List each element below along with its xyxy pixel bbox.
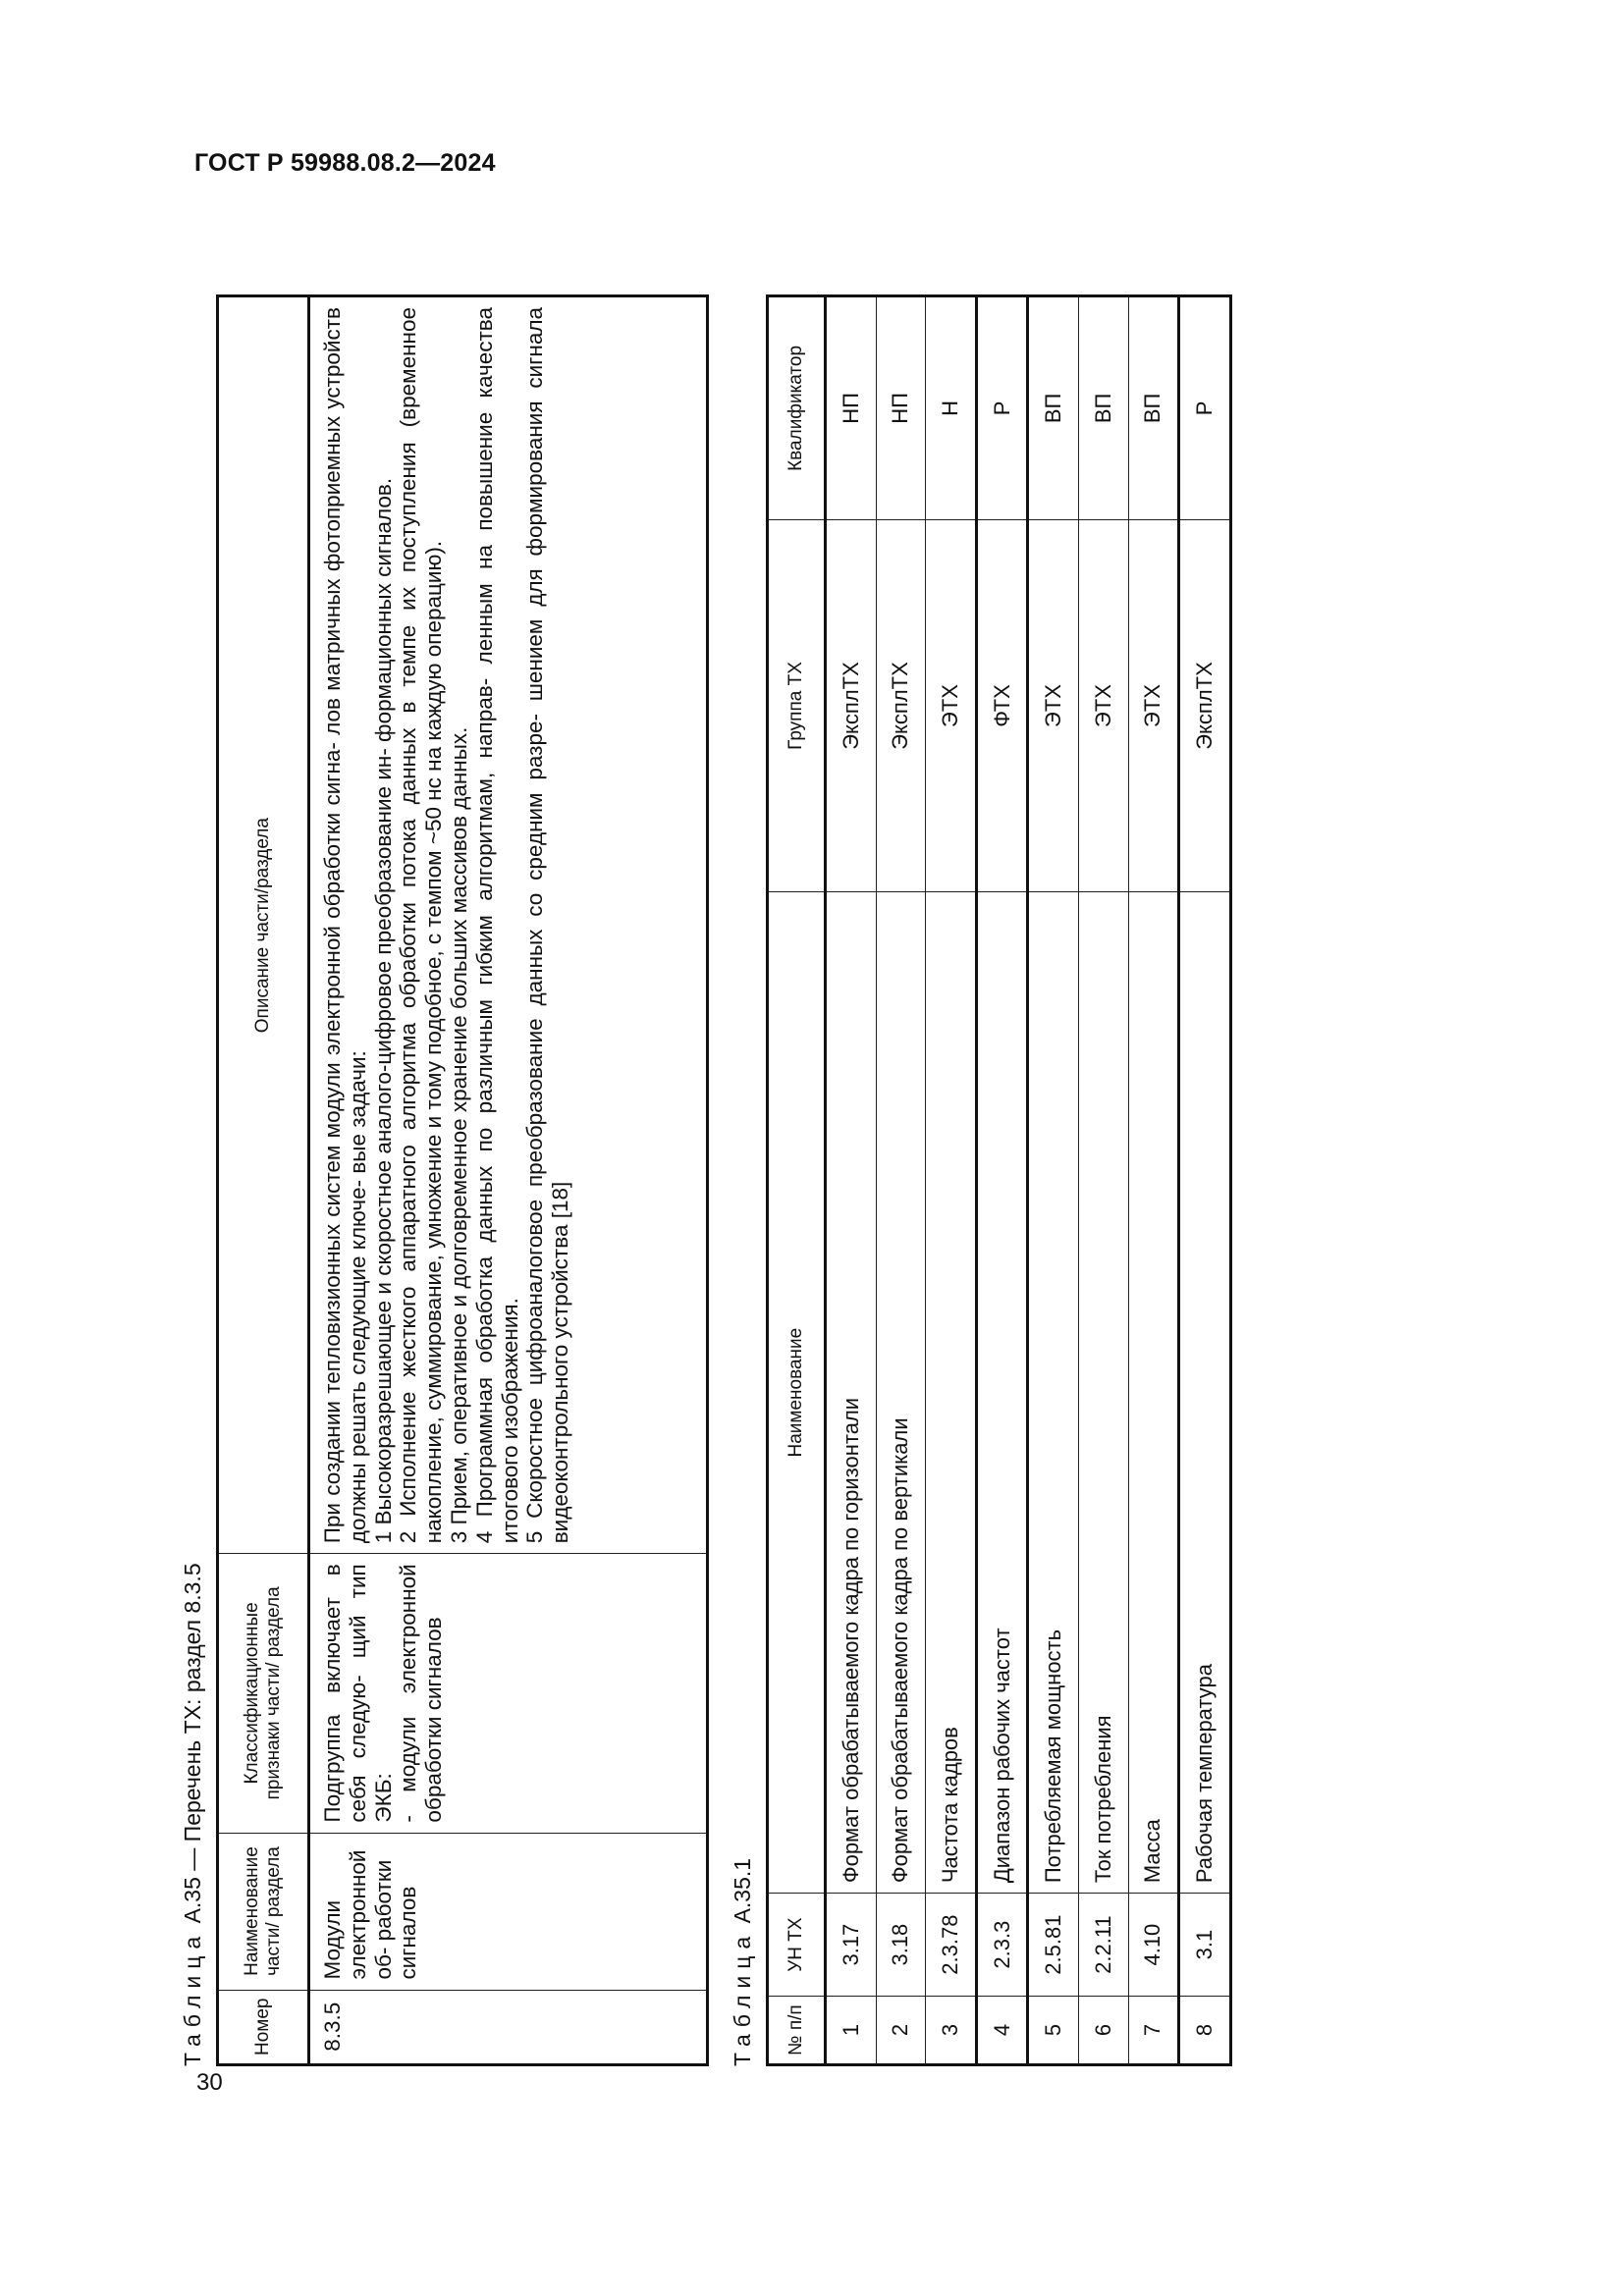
row-index: 2 [876, 1997, 926, 2065]
table-row [976, 296, 1028, 2065]
row-code: 2.3.78 [926, 1894, 977, 1997]
row-code: 2.3.3 [976, 1894, 1028, 1997]
row-title: Масса [1128, 892, 1179, 1894]
row-group: ЭТХ [1078, 519, 1128, 891]
table-a351-caption-text: А.35.1 [730, 1857, 755, 1930]
classification-item: - модули электронной обработки сигналов [396, 1564, 447, 1823]
row-index: 8 [1179, 1997, 1231, 2065]
row-qualifier: НП [826, 296, 877, 520]
table-row [1179, 296, 1231, 2065]
row-index: 7 [1128, 1997, 1179, 2065]
row-title: Формат обрабатываемого кадра по горизонтали [826, 892, 877, 1894]
row-title: Ток потребления [1078, 892, 1128, 1894]
row-qualifier: ВП [1028, 296, 1079, 520]
row-title: Диапазон рабочих частот [976, 892, 1028, 1894]
column-header-index: № п/п [768, 1997, 826, 2065]
table-a35 [216, 294, 709, 2066]
table-a35-header-row [218, 296, 309, 2065]
table-row [926, 296, 977, 2065]
column-header-qualifier: Квалификатор [768, 296, 826, 520]
row-code: 3.17 [826, 1894, 877, 1997]
description-paragraph: 5 Скоростное цифроаналоговое преобразование данных со средним разре- шением для формирования сигнала видеоконтрольного устройства [18] [522, 307, 573, 1544]
section-number: 8.3.5 [309, 1990, 708, 2064]
table-row [1128, 296, 1179, 2065]
table-row [876, 296, 926, 2065]
column-header-classification: Классификационные признаки части/ раздела [218, 1554, 309, 1833]
row-group: ЭТХ [1028, 519, 1079, 891]
row-index: 1 [826, 1997, 877, 2065]
table-row [826, 296, 877, 2065]
section-name: Модули электронной об- работки сигналов [309, 1833, 708, 1990]
row-title: Рабочая температура [1179, 892, 1231, 1894]
description-paragraph: 2 Исполнение жесткого аппаратного алгоритма обработки потока данных в темпе их поступления (временное накопление, суммирование, умножение и тому подобное, с темпом ~50 нс на каждую операцию). [396, 307, 447, 1544]
table-a351 [766, 294, 1232, 2066]
row-code: 3.1 [1179, 1894, 1231, 1997]
row-group: ЭксплТХ [876, 519, 926, 891]
section-classification [309, 1554, 708, 1833]
page-number: 30 [196, 2069, 223, 2096]
description-paragraph: 3 Прием, оперативное и долговременное хранение больших массивов данных. [446, 726, 471, 1544]
description-paragraph: При создании тепловизионных систем модули электронной обработки сигна- лов матричных фотоприемных устройств должны решать следующие ключе- вые задачи: [320, 307, 370, 1544]
row-code: 3.18 [876, 1894, 926, 1997]
document-header: ГОСТ Р 59988.08.2—2024 [194, 149, 496, 177]
row-index: 4 [976, 1997, 1028, 2065]
column-header-number: Номер [218, 1990, 309, 2064]
row-qualifier: ВП [1078, 296, 1128, 520]
row-code: 4.10 [1128, 1894, 1179, 1997]
row-index: 5 [1028, 1997, 1079, 2065]
row-title: Формат обрабатываемого кадра по вертикали [876, 892, 926, 1894]
row-code: 2.5.81 [1028, 1894, 1079, 1997]
row-title: Частота кадров [926, 892, 977, 1894]
table-row [309, 296, 708, 2065]
row-group: ЭТХ [1128, 519, 1179, 891]
table-a35-caption-text: А.35 — Перечень ТХ: раздел 8.3.5 [180, 1563, 205, 1930]
row-group: ФТХ [976, 519, 1028, 891]
row-qualifier: Р [1179, 296, 1231, 520]
table-row [1028, 296, 1079, 2065]
column-header-title: Наименование [768, 892, 826, 1894]
classification-intro: Подгруппа включает в себя следую- щий тип ЭКБ: [320, 1564, 396, 1823]
row-qualifier: Н [926, 296, 977, 520]
row-group: ЭксплТХ [826, 519, 877, 891]
row-title: Потребляемая мощность [1028, 892, 1079, 1894]
description-paragraph: 4 Программная обработка данных по различным гибким алгоритмам, направ- ленным на повышение качества итогового изображения. [471, 307, 522, 1544]
column-header-description: Описание части/раздела [218, 296, 309, 1554]
row-code: 2.2.11 [1078, 1894, 1128, 1997]
column-header-code: УН ТХ [768, 1894, 826, 1997]
table-a351-header-row [768, 296, 826, 2065]
table-a35-block [180, 294, 709, 2066]
row-qualifier: Р [976, 296, 1028, 520]
table-a351-block [730, 294, 1232, 2066]
column-header-group: Группа ТХ [768, 519, 826, 891]
table-a35-caption [180, 294, 206, 2066]
row-index: 3 [926, 1997, 977, 2065]
table-a351-caption-prefix: Таблица [730, 1929, 755, 2066]
table-a351-caption [730, 294, 756, 2066]
row-group: ЭксплТХ [1179, 519, 1231, 891]
description-paragraph: 1 Высокоразрешающее и скоростное аналого-цифровое преобразование ин- формационных сигналов. [370, 477, 396, 1544]
table-row [1078, 296, 1128, 2065]
rotated-content [180, 0, 1217, 2066]
column-header-name: Наименование части/ раздела [218, 1833, 309, 1990]
row-index: 6 [1078, 1997, 1128, 2065]
table-a35-caption-prefix: Таблица [180, 1929, 205, 2066]
row-qualifier: ВП [1128, 296, 1179, 520]
row-group: ЭТХ [926, 519, 977, 891]
section-description [309, 296, 708, 1554]
row-qualifier: НП [876, 296, 926, 520]
